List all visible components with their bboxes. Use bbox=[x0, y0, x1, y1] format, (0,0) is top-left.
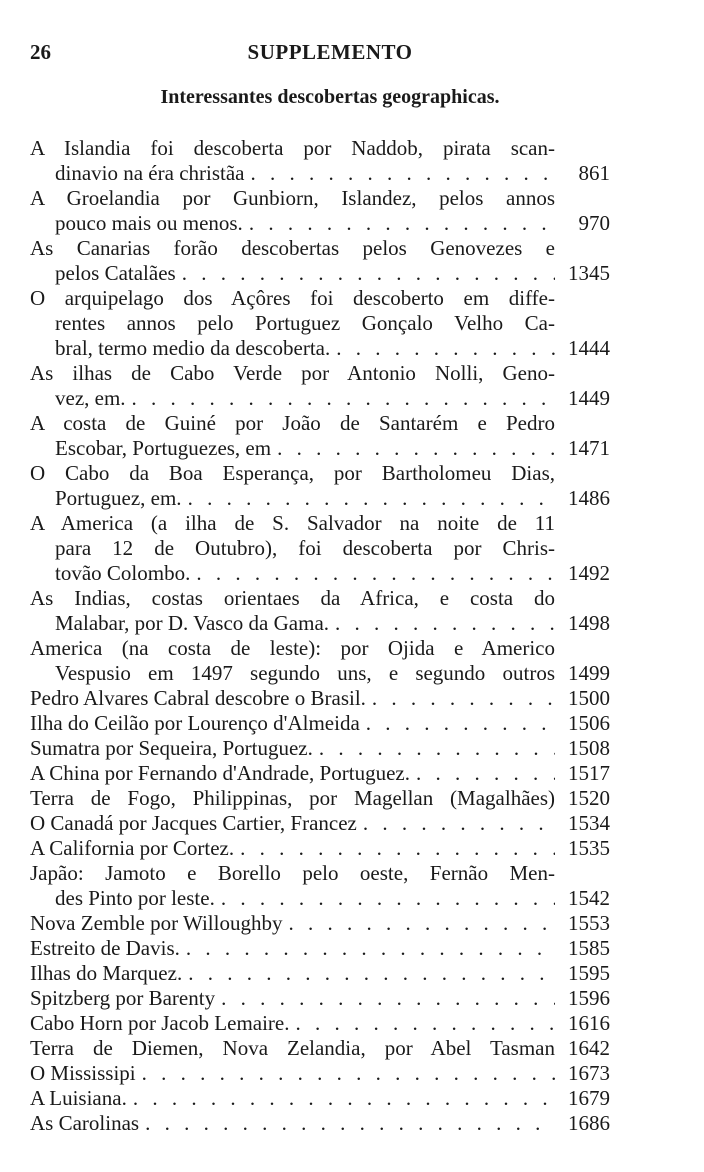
page-number: 26 bbox=[30, 40, 51, 64]
entry-line bbox=[30, 686, 610, 711]
entry-text: Sumatra por Sequeira, Portuguez. bbox=[30, 736, 313, 760]
list-item bbox=[30, 1111, 610, 1136]
entry-line bbox=[30, 211, 610, 236]
list-item bbox=[30, 636, 610, 686]
entry-line bbox=[30, 536, 610, 561]
entry-text: Vespusio em 1497 segundo uns, e segundo outros bbox=[55, 661, 555, 685]
entry-line bbox=[30, 886, 610, 911]
entry-line bbox=[30, 736, 610, 761]
entry-year: 1500 bbox=[568, 686, 610, 710]
entry-text: dinavio na éra christãa bbox=[55, 161, 245, 185]
entry-line bbox=[30, 711, 610, 736]
entry-year: 970 bbox=[578, 211, 610, 235]
entry-text: tovão Colombo. bbox=[55, 561, 191, 585]
running-title: SUPPLEMENTO bbox=[247, 40, 413, 64]
entry-text: As Carolinas bbox=[30, 1111, 140, 1135]
list-item bbox=[30, 286, 610, 361]
entry-text: para 12 de Outubro), foi descoberta por Chris- bbox=[55, 536, 555, 560]
entry-line bbox=[30, 311, 610, 336]
entry-year: 1517 bbox=[568, 761, 610, 785]
entry-line bbox=[30, 361, 610, 386]
entry-year: 1686 bbox=[568, 1111, 610, 1135]
entry-line bbox=[30, 186, 610, 211]
entry-year: 1673 bbox=[568, 1061, 610, 1085]
entry-text: Portuguez, em. bbox=[55, 486, 182, 510]
entry-line bbox=[30, 336, 610, 361]
entry-year: 1596 bbox=[568, 986, 610, 1010]
entry-year bbox=[555, 236, 610, 261]
dot-leader bbox=[363, 811, 555, 836]
entry-line bbox=[30, 861, 610, 886]
entry-text: Terra de Diemen, Nova Zelandia, por Abel Tasman bbox=[30, 1036, 555, 1060]
entry-year bbox=[555, 411, 610, 436]
entry-text: pouco mais ou menos. bbox=[55, 211, 243, 235]
entry-line bbox=[30, 911, 610, 936]
dot-leader bbox=[288, 911, 555, 936]
entry-text: Cabo Horn por Jacob Lemaire. bbox=[30, 1011, 290, 1035]
entry-text: A China por Fernando d'Andrade, Portuguez. bbox=[30, 761, 410, 785]
entry-text: rentes annos pelo Portuguez Gonçalo Velho Ca- bbox=[55, 311, 555, 335]
entry-year: 1520 bbox=[568, 786, 610, 810]
entry-text: As Canarias forão descobertas pelos Genovezes e bbox=[30, 236, 555, 260]
entry-line bbox=[30, 1111, 610, 1136]
entry-year bbox=[555, 586, 610, 611]
entry-text: A California por Cortez. bbox=[30, 836, 235, 860]
entry-text: bral, termo medio da descoberta. bbox=[55, 336, 331, 360]
entry-year bbox=[555, 461, 610, 486]
entry-year bbox=[555, 536, 610, 561]
entry-line bbox=[30, 511, 610, 536]
dot-leader bbox=[188, 961, 555, 986]
entry-text: Escobar, Portuguezes, em bbox=[55, 436, 272, 460]
entry-line bbox=[30, 411, 610, 436]
entry-text: Terra de Fogo, Philippinas, por Magellan (Magalhães) bbox=[30, 786, 555, 810]
list-item bbox=[30, 711, 610, 736]
entry-line bbox=[30, 461, 610, 486]
list-item bbox=[30, 1061, 610, 1086]
entry-year: 1506 bbox=[568, 711, 610, 735]
dot-leader bbox=[221, 886, 555, 911]
entry-text: Malabar, por D. Vasco da Gama. bbox=[55, 611, 330, 635]
entry-line bbox=[30, 286, 610, 311]
list-item bbox=[30, 786, 610, 811]
entry-text: pelos Catalães bbox=[55, 261, 176, 285]
entry-text: O Cabo da Boa Esperança, por Bartholomeu Dias, bbox=[30, 461, 555, 485]
list-item bbox=[30, 686, 610, 711]
entry-text: vez, em. bbox=[55, 386, 126, 410]
list-item bbox=[30, 836, 610, 861]
entry-year bbox=[555, 311, 610, 336]
entry-line bbox=[30, 486, 610, 511]
entry-text: Japão: Jamoto e Borello pelo oeste, Fernão Men- bbox=[30, 861, 555, 885]
entry-text: Pedro Alvares Cabral descobre o Brasil. bbox=[30, 686, 366, 710]
entry-line bbox=[30, 1086, 610, 1111]
entry-year: 1508 bbox=[568, 736, 610, 760]
list-item bbox=[30, 461, 610, 511]
entry-year: 1616 bbox=[568, 1011, 610, 1035]
entry-line bbox=[30, 961, 610, 986]
entry-line bbox=[30, 1036, 610, 1061]
entry-year: 1449 bbox=[568, 386, 610, 410]
entry-year: 1486 bbox=[568, 486, 610, 510]
entry-year: 1499 bbox=[568, 661, 610, 685]
list-item bbox=[30, 911, 610, 936]
entry-text: As Indias, costas orientaes da Africa, e costa do bbox=[30, 586, 555, 610]
entry-text: Ilha do Ceilão por Lourenço d'Almeida bbox=[30, 711, 360, 735]
entry-line bbox=[30, 661, 610, 686]
entry-line bbox=[30, 261, 610, 286]
dot-leader bbox=[249, 211, 555, 236]
list-item bbox=[30, 1036, 610, 1061]
entry-year: 1498 bbox=[568, 611, 610, 635]
entry-text: A America (a ilha de S. Salvador na noite de 11 bbox=[30, 511, 555, 535]
entry-line bbox=[30, 836, 610, 861]
dot-leader bbox=[296, 1011, 556, 1036]
list-item bbox=[30, 1086, 610, 1111]
discoveries-list bbox=[30, 136, 610, 1136]
entry-text: Ilhas do Marquez. bbox=[30, 961, 183, 985]
dot-leader bbox=[335, 611, 555, 636]
list-item bbox=[30, 511, 610, 586]
dot-leader bbox=[372, 686, 555, 711]
entry-line bbox=[30, 561, 610, 586]
entry-line bbox=[30, 161, 610, 186]
entry-text: A Islandia foi descoberta por Naddob, pirata scan- bbox=[30, 136, 555, 160]
entry-year: 1542 bbox=[568, 886, 610, 910]
entry-text: O arquipelago dos Açôres foi descoberto em diffe- bbox=[30, 286, 555, 310]
entry-line bbox=[30, 611, 610, 636]
list-item bbox=[30, 861, 610, 911]
dot-leader bbox=[196, 561, 555, 586]
entry-text: Estreito de Davis. bbox=[30, 936, 180, 960]
entry-year: 1595 bbox=[568, 961, 610, 985]
entry-year: 1553 bbox=[568, 911, 610, 935]
entry-year bbox=[555, 511, 610, 536]
entry-year bbox=[555, 861, 610, 886]
entry-line bbox=[30, 786, 610, 811]
list-item bbox=[30, 411, 610, 461]
entry-year bbox=[555, 136, 610, 161]
list-item bbox=[30, 186, 610, 236]
list-item bbox=[30, 936, 610, 961]
entry-line bbox=[30, 136, 610, 161]
entry-year: 861 bbox=[578, 161, 610, 185]
entry-year bbox=[555, 361, 610, 386]
dot-leader bbox=[221, 986, 555, 1011]
entry-year bbox=[555, 286, 610, 311]
dot-leader bbox=[145, 1111, 555, 1136]
dot-leader bbox=[366, 711, 555, 736]
entry-text: des Pinto por leste. bbox=[55, 886, 215, 910]
entry-line bbox=[30, 986, 610, 1011]
dot-leader bbox=[277, 436, 555, 461]
entry-text: A Groelandia por Gunbiorn, Islandez, pelos annos bbox=[30, 186, 555, 210]
list-item bbox=[30, 586, 610, 636]
list-item bbox=[30, 761, 610, 786]
entry-year: 1345 bbox=[568, 261, 610, 285]
entry-text: Spitzberg por Barenty bbox=[30, 986, 216, 1010]
entry-year: 1642 bbox=[568, 1036, 610, 1060]
entry-line bbox=[30, 761, 610, 786]
entry-text: O Mississipi bbox=[30, 1061, 136, 1085]
dot-leader bbox=[416, 761, 555, 786]
dot-leader bbox=[142, 1061, 555, 1086]
list-item bbox=[30, 361, 610, 411]
list-item bbox=[30, 811, 610, 836]
entry-text: As ilhas de Cabo Verde por Antonio Nolli, Geno- bbox=[30, 361, 555, 385]
list-item bbox=[30, 961, 610, 986]
dot-leader bbox=[336, 336, 555, 361]
entry-line bbox=[30, 386, 610, 411]
list-item bbox=[30, 236, 610, 286]
entry-year: 1679 bbox=[568, 1086, 610, 1110]
dot-leader bbox=[186, 936, 555, 961]
entry-line bbox=[30, 1011, 610, 1036]
dot-leader bbox=[133, 1086, 555, 1111]
list-item bbox=[30, 986, 610, 1011]
entry-line bbox=[30, 1061, 610, 1086]
entry-line bbox=[30, 436, 610, 461]
list-item bbox=[30, 1011, 610, 1036]
dot-leader bbox=[319, 736, 555, 761]
entry-line bbox=[30, 811, 610, 836]
dot-leader bbox=[251, 161, 556, 186]
entry-line bbox=[30, 936, 610, 961]
dot-leader bbox=[132, 386, 555, 411]
entry-year: 1535 bbox=[568, 836, 610, 860]
entry-year bbox=[555, 636, 610, 661]
entry-line bbox=[30, 586, 610, 611]
entry-text: O Canadá por Jacques Cartier, Francez bbox=[30, 811, 357, 835]
entry-year: 1585 bbox=[568, 936, 610, 960]
entry-text: Nova Zemble por Willoughby bbox=[30, 911, 283, 935]
entry-text: A costa de Guiné por João de Santarém e Pedro bbox=[30, 411, 555, 435]
entry-year: 1534 bbox=[568, 811, 610, 835]
dot-leader bbox=[182, 261, 555, 286]
entry-year bbox=[555, 186, 610, 211]
entry-year: 1492 bbox=[568, 561, 610, 585]
list-item bbox=[30, 136, 610, 186]
dot-leader bbox=[188, 486, 555, 511]
entry-text: America (na costa de leste): por Ojida e Americo bbox=[30, 636, 555, 660]
dot-leader bbox=[240, 836, 555, 861]
entry-line bbox=[30, 636, 610, 661]
entry-year: 1444 bbox=[568, 336, 610, 360]
entry-text: A Luisiana. bbox=[30, 1086, 127, 1110]
section-title: Interessantes descobertas geographicas. bbox=[160, 86, 500, 108]
entry-line bbox=[30, 236, 610, 261]
list-item bbox=[30, 736, 610, 761]
entry-year: 1471 bbox=[568, 436, 610, 460]
